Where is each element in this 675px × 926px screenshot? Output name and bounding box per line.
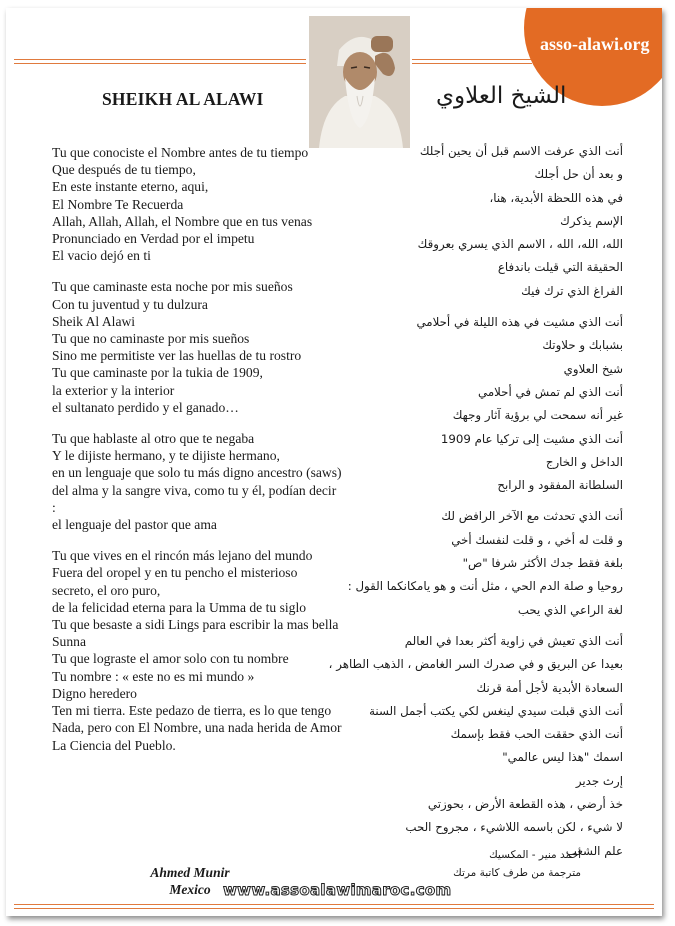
poem-line: السلطانة المفقود و الرابح <box>497 478 623 493</box>
poem-line: Sino me permitiste ver las huellas de tu rostro <box>52 348 302 364</box>
stanza <box>52 144 342 264</box>
poem-arabic <box>328 140 623 871</box>
stanza <box>361 140 623 303</box>
poem-line: الله، الله، الله ، الاسم الذي يسري بعروقك <box>417 237 623 252</box>
poem-line: Tu que lograste el amor solo con tu nombre <box>52 651 289 667</box>
poem-line: el lenguaje del pastor que ama <box>52 517 217 533</box>
author-signature <box>150 864 230 898</box>
poem-line: أنت الذي تحدثت مع الآخر الرافض لك <box>441 509 623 524</box>
poem-line: Pronunciado en Verdad por el impetu <box>52 231 255 247</box>
poem-line: la exterior y la interior <box>52 382 175 398</box>
website-link[interactable]: www.assoalawimaroc.com <box>223 881 452 899</box>
header-rule-right <box>412 59 532 60</box>
poem-line: و قلت له أخي ، و قلت لنفسك أخي <box>451 532 623 547</box>
poem-line: الإسم يذكرك <box>560 213 623 228</box>
footer-rule-2 <box>14 908 654 909</box>
site-badge-text[interactable]: asso-alawi.org <box>540 34 650 54</box>
author-name: Ahmed Munir <box>150 865 230 880</box>
poem-line: الحقيقة التي قيلت باندفاع <box>497 260 623 275</box>
poem-line: Tu que besaste a sidi Lings para escribir la mas bella Sunna <box>52 617 339 650</box>
poem-line: و بعد أن حل أجلك <box>534 167 623 182</box>
header-rule-left-2 <box>14 63 306 64</box>
poem-line: Tu que caminaste esta noche por mis sueños <box>52 279 293 295</box>
author-place: Mexico <box>169 882 211 897</box>
stanza <box>361 311 623 497</box>
portrait-image <box>309 16 410 148</box>
poem-line: Con tu juventud y tu dulzura <box>52 296 208 312</box>
poem-line: Tu nombre : « este no es mi mundo » <box>52 668 255 684</box>
poem-line: el sultanato perdido y el ganado… <box>52 399 239 415</box>
translator-line: أحمد منير - المكسيك <box>489 849 581 861</box>
poem-line: أنت الذي عرفت الاسم قبل أن يحين أجلك <box>419 144 623 158</box>
translator-line: مترجمة من طرف كاتبة مرتك <box>453 867 581 879</box>
poem-line: Tu que no caminaste por mis sueños <box>52 331 250 347</box>
poem-line: Digno heredero <box>52 685 137 701</box>
poem-line: شيخ العلاوي <box>563 361 623 376</box>
poem-line: اسمك "هذا ليس عالمي" <box>502 750 623 765</box>
poem-line: في هذه اللحظة الأبدية، هنا، <box>489 190 623 205</box>
translator-credit <box>431 846 581 882</box>
header-rule-right-2 <box>412 63 532 64</box>
poem-line: Tu que hablaste al otro que te negaba <box>52 431 255 447</box>
footer-rule <box>14 904 654 905</box>
title-spanish: SHEIKH AL ALAWI <box>102 89 264 109</box>
poem-line: Tu que conociste el Nombre antes de tu tiempo <box>52 145 309 160</box>
stanza <box>52 430 342 533</box>
stanza <box>52 547 342 753</box>
poem-line: أنت الذي حققت الحب فقط بإسمك <box>450 727 623 742</box>
poem-line: Ten mi tierra. Este pedazo de tierra, es lo que tengo <box>52 703 332 719</box>
poem-line: لا شيء ، لكن باسمه اللاشيء ، مجروح الحب <box>405 820 623 835</box>
poem-line: Nada, pero con El Nombre, una nada herida de Amor <box>52 720 342 736</box>
poem-line: Sheik Al Alawi <box>52 313 136 329</box>
poem-line: الداخل و الخارج <box>545 454 623 469</box>
stanza <box>347 505 623 621</box>
poem-line: إرث جدير <box>575 773 623 788</box>
poem-line: خذ أرضي ، هذه القطعة الأرض ، بحوزتي <box>427 797 623 812</box>
poem-line: الفراغ الذي ترك فيك <box>521 283 623 298</box>
poem-line: Tu que caminaste por la tukia de 1909, <box>52 365 263 381</box>
poem-line: روحيا و صلة الدم الحي ، مثل أنت و هو يامكانكما القول : <box>347 579 623 594</box>
poem-line: En este instante eterno, aqui, <box>52 179 209 195</box>
poem-line: بشبابك و حلاوتك <box>542 338 623 353</box>
title-arabic: الشيخ العلاوي <box>436 83 567 109</box>
poem-line: بلغة فقط جدك الأكثر شرفا "ص" <box>462 556 623 571</box>
poem-line: علم الشعب <box>565 843 623 858</box>
poem-line: El vacio dejó en ti <box>52 248 151 264</box>
poem-line: أنت الذي مشيت إلى تركيا عام 1909 <box>440 431 623 446</box>
poem-line: El Nombre Te Recuerda <box>52 196 184 212</box>
poem-line: Que después de tu tiempo, <box>52 162 196 178</box>
poem-page <box>6 8 662 916</box>
poem-line: غير أنه سمحت لي برؤية آثار وجهك <box>452 408 623 423</box>
poem-line: del alma y la sangre viva, como tu y él, podían decir : <box>52 482 337 515</box>
poem-line: en un lenguaje que solo tu más digno ancestro (saws) <box>52 465 342 481</box>
poem-line: السعادة الأبدية لأجل أمة قرنك <box>476 680 623 695</box>
poem-spanish <box>52 144 342 768</box>
poem-line: La Ciencia del Pueblo. <box>52 737 176 753</box>
poem-line: أنت الذي لم تمش في أحلامي <box>477 384 623 399</box>
poem-line: Tu que vives en el rincón más lejano del mundo <box>52 548 313 564</box>
header-rule-left <box>14 59 306 60</box>
poem-line: Y le dijiste hermano, y te dijiste hermano, <box>52 448 280 464</box>
poem-line: أنت الذي قبلت سيدي لينغس لكي يكتب أجمل السنة <box>369 703 623 718</box>
poem-line: أنت الذي تعيش في زاوية أكثر بعدا في العالم <box>404 633 623 648</box>
stanza <box>328 630 623 863</box>
poem-line: de la felicidad eterna para la Umma de tu siglo <box>52 599 307 615</box>
poem-line: بعيدا عن البريق و في صدرك السر الغامض ، الذهب الطاهر ، <box>328 657 623 672</box>
poem-line: أنت الذي مشيت في هذه الليلة في أحلامي <box>416 315 623 330</box>
sheikh-portrait <box>309 16 410 148</box>
poem-line: Fuera del oropel y en tu pencho el misterioso secreto, el oro puro, <box>52 565 298 598</box>
poem-line: Allah, Allah, Allah, el Nombre que en tus venas <box>52 213 313 229</box>
poem-line: لغة الراعي الذي يحب <box>517 602 623 617</box>
stanza <box>52 278 342 416</box>
